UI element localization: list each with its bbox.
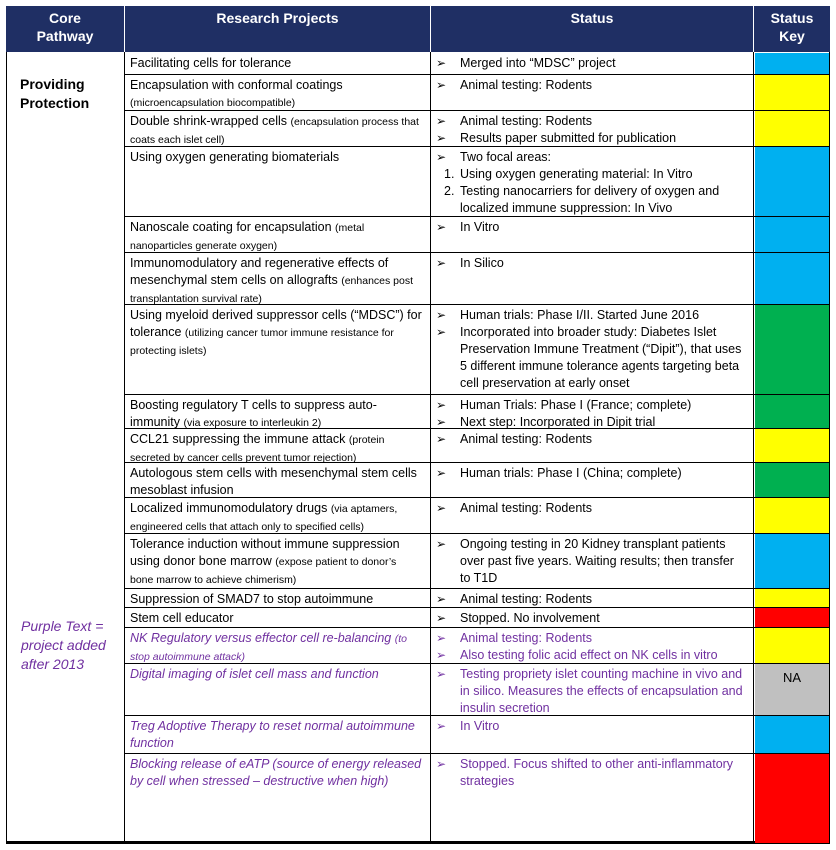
- header-core-pathway: Core Pathway: [6, 6, 125, 52]
- project-name: NK Regulatory versus effector cell re-balancing: [130, 631, 392, 645]
- status-text: Also testing folic acid effect on NK cells in vitro: [460, 648, 718, 662]
- project-cell: [130, 307, 422, 360]
- status-text: Animal testing: Rodents: [460, 78, 593, 92]
- header-research-projects: Research Projects: [125, 6, 431, 52]
- status-text: Results paper submitted for publication: [460, 131, 677, 145]
- project-cell: [130, 55, 422, 72]
- project-note: (expose patient to donor’s bone marrow to achieve chimerism): [130, 556, 397, 586]
- status-item: [434, 77, 746, 94]
- list-number: 2.: [444, 184, 455, 198]
- project-cell: [130, 591, 422, 608]
- project-note: (microencapsulation biocompatible): [130, 97, 296, 109]
- status-item: [434, 610, 746, 627]
- status-key-swatch: [755, 395, 829, 428]
- status-key-swatch: [755, 53, 829, 74]
- project-name: Using oxygen generating biomaterials: [130, 150, 340, 164]
- project-cell: [130, 718, 422, 752]
- status-item: [434, 756, 746, 790]
- status-cell: [434, 113, 746, 147]
- arrow-bullet-icon: ➢: [436, 432, 447, 446]
- project-note: (protein secreted by cancer cells prevent tumor rejection): [130, 434, 385, 464]
- status-text: In Vitro: [460, 220, 500, 234]
- status-key-swatch: [755, 534, 829, 588]
- project-name: Encapsulation with conformal coatings: [130, 78, 343, 92]
- arrow-bullet-icon: ➢: [436, 220, 447, 234]
- arrow-bullet-icon: ➢: [436, 501, 447, 515]
- status-text: Next step: Incorporated in Dipit trial: [460, 415, 656, 429]
- project-name: Localized immunomodulatory drugs: [130, 501, 328, 515]
- arrow-bullet-icon: ➢: [436, 667, 447, 681]
- project-note: (enhances post transplantation survival rate): [130, 275, 414, 305]
- project-note: (encapsulation process that coats each islet cell): [130, 116, 419, 146]
- project-cell: [130, 500, 422, 536]
- arrow-bullet-icon: ➢: [436, 631, 447, 645]
- status-item: [434, 149, 746, 166]
- project-note: (utilizing cancer tumor immune resistance for protecting islets): [130, 327, 394, 357]
- project-name: Tolerance induction without immune suppression using donor bone marrow: [130, 537, 400, 568]
- status-cell: [434, 255, 746, 272]
- status-text: Animal testing: Rodents: [460, 432, 593, 446]
- status-item: [434, 324, 746, 392]
- status-text: Animal testing: Rodents: [460, 592, 593, 606]
- status-key-swatch: [755, 217, 829, 252]
- status-text: In Vitro: [460, 719, 500, 733]
- arrow-bullet-icon: ➢: [436, 325, 447, 339]
- arrow-bullet-icon: ➢: [436, 537, 447, 551]
- table-border-left: [6, 52, 7, 841]
- row-divider: [124, 74, 830, 75]
- status-text: Stopped. Focus shifted to other anti-inflammatory strategies: [460, 757, 734, 788]
- status-item: [434, 414, 746, 431]
- project-name: Boosting regulatory T cells to suppress auto-immunity: [130, 398, 377, 429]
- arrow-bullet-icon: ➢: [436, 398, 447, 412]
- project-name: Treg Adoptive Therapy to reset normal autoimmune function: [130, 719, 415, 750]
- status-cell: [434, 756, 746, 790]
- status-item: [434, 55, 746, 72]
- status-item: [434, 666, 746, 717]
- status-text: Stopped. No involvement: [460, 611, 600, 625]
- status-cell: [434, 465, 746, 482]
- status-key-swatch: [755, 628, 829, 663]
- status-cell: [434, 536, 746, 587]
- project-cell: [130, 465, 422, 499]
- arrow-bullet-icon: ➢: [436, 131, 447, 145]
- project-name: Blocking release of eATP (source of energy released by cell when stressed – destructive when high): [130, 757, 422, 788]
- status-cell: [434, 610, 746, 627]
- arrow-bullet-icon: ➢: [436, 78, 447, 92]
- arrow-bullet-icon: ➢: [436, 150, 447, 164]
- status-item: [434, 500, 746, 517]
- legend-note: Purple Text = project added after 2013: [21, 618, 106, 672]
- status-key-swatch: [755, 716, 829, 753]
- status-cell: [434, 307, 746, 392]
- project-name: Autologous stem cells with mesenchymal stem cells mesoblast infusion: [130, 466, 417, 497]
- header-status: Status: [431, 6, 754, 52]
- project-cell: [130, 536, 422, 589]
- status-key-label: NA: [782, 670, 802, 685]
- status-cell: [434, 500, 746, 517]
- status-cell: [434, 77, 746, 94]
- project-name: Using myeloid derived suppressor cells (“MDSC”) for tolerance: [130, 308, 422, 339]
- status-text: Using oxygen generating material: In Vitro: [460, 167, 693, 181]
- status-item: [434, 113, 746, 130]
- status-cell: [434, 219, 746, 236]
- project-note: (via aptamers, engineered cells that attach only to specified cells): [130, 503, 398, 533]
- core-pathway-label: Providing Protection: [20, 76, 90, 111]
- status-key-swatch: [755, 463, 829, 497]
- status-key-swatch: [755, 664, 829, 715]
- status-key-swatch: [755, 75, 829, 110]
- project-name: Suppression of SMAD7 to stop autoimmune: [130, 592, 374, 606]
- column-divider: [124, 52, 125, 841]
- status-text: Incorporated into broader study: Diabetes Islet Preservation Immune Treatment (“Dipit”), that uses 5 different immune tolerance agents targeting beta cell preservation at early onset: [460, 325, 742, 390]
- project-cell: [130, 113, 422, 149]
- status-key-swatch: [755, 111, 829, 146]
- status-cell: [434, 666, 746, 717]
- arrow-bullet-icon: ➢: [436, 256, 447, 270]
- project-name: CCL21 suppressing the immune attack: [130, 432, 346, 446]
- arrow-bullet-icon: ➢: [436, 648, 447, 662]
- status-cell: [434, 55, 746, 72]
- status-item: [434, 183, 746, 217]
- status-key-swatch: [755, 608, 829, 627]
- arrow-bullet-icon: ➢: [436, 719, 447, 733]
- status-key-swatch: [755, 498, 829, 533]
- status-cell: [434, 397, 746, 431]
- list-number: 1.: [444, 167, 455, 181]
- status-text: Merged into “MDSC” project: [460, 56, 616, 70]
- status-item: [434, 465, 746, 482]
- status-key-swatch: [755, 429, 829, 462]
- status-item: [434, 166, 746, 183]
- status-text: Human trials: Phase I/II. Started June 2016: [460, 308, 700, 322]
- project-cell: [130, 630, 422, 666]
- status-key-swatch: [755, 754, 829, 843]
- project-name: Double shrink-wrapped cells: [130, 114, 288, 128]
- status-item: [434, 630, 746, 647]
- project-name: Digital imaging of islet cell mass and function: [130, 667, 379, 681]
- status-text: Ongoing testing in 20 Kidney transplant patients over past five years. Waiting results; then transfer to T1D: [460, 537, 734, 585]
- row-divider: [124, 394, 830, 395]
- status-key-swatch: [755, 589, 829, 607]
- project-name: Immunomodulatory and regenerative effects of mesenchymal stem cells on allografts: [130, 256, 389, 287]
- project-note: (to stop autoimmune attack): [130, 633, 407, 663]
- arrow-bullet-icon: ➢: [436, 56, 447, 70]
- project-cell: [130, 756, 422, 790]
- arrow-bullet-icon: ➢: [436, 114, 447, 128]
- project-name: Stem cell educator: [130, 611, 234, 625]
- arrow-bullet-icon: ➢: [436, 308, 447, 322]
- status-text: Animal testing: Rodents: [460, 114, 593, 128]
- status-text: Animal testing: Rodents: [460, 631, 593, 645]
- arrow-bullet-icon: ➢: [436, 415, 447, 429]
- status-text: Testing nanocarriers for delivery of oxygen and localized immune suppression: In Vivo: [460, 184, 720, 215]
- arrow-bullet-icon: ➢: [436, 592, 447, 606]
- status-item: [434, 397, 746, 414]
- status-cell: [434, 718, 746, 735]
- arrow-bullet-icon: ➢: [436, 611, 447, 625]
- status-key-swatch: [755, 305, 829, 394]
- status-item: [434, 255, 746, 272]
- project-cell: [130, 431, 422, 467]
- project-cell: [130, 610, 422, 627]
- project-cell: [130, 397, 422, 432]
- status-cell: [434, 149, 746, 217]
- project-cell: [130, 666, 422, 683]
- status-item: [434, 307, 746, 324]
- status-key-swatch: [755, 253, 829, 304]
- status-item: [434, 718, 746, 735]
- status-cell: [434, 591, 746, 608]
- row-divider: [124, 627, 830, 628]
- status-item: [434, 219, 746, 236]
- status-text: Human Trials: Phase I (France; complete): [460, 398, 692, 412]
- status-item: [434, 591, 746, 608]
- table-border-right: [829, 52, 830, 841]
- status-key-swatch: [755, 147, 829, 216]
- status-text: Two focal areas:: [460, 150, 552, 164]
- project-cell: [130, 255, 422, 308]
- arrow-bullet-icon: ➢: [436, 757, 447, 771]
- status-text: Testing propriety islet counting machine in vivo and in silico. Measures the effects of encapsulation and insulin secretion: [460, 667, 743, 715]
- status-item: [434, 536, 746, 587]
- project-note: (via exposure to interleukin 2): [183, 417, 322, 429]
- status-cell: [434, 630, 746, 664]
- status-text: In Silico: [460, 256, 504, 270]
- status-item: [434, 647, 746, 664]
- status-item: [434, 431, 746, 448]
- project-name: Nanoscale coating for encapsulation: [130, 220, 332, 234]
- project-cell: [130, 219, 422, 255]
- arrow-bullet-icon: ➢: [436, 466, 447, 480]
- status-text: Human trials: Phase I (China; complete): [460, 466, 682, 480]
- status-text: Animal testing: Rodents: [460, 501, 593, 515]
- header-status-key: Status Key: [754, 6, 830, 52]
- project-cell: [130, 149, 422, 166]
- project-cell: [130, 77, 422, 112]
- project-name: Facilitating cells for tolerance: [130, 56, 292, 70]
- status-cell: [434, 431, 746, 448]
- row-divider: [124, 753, 830, 754]
- column-divider: [753, 52, 754, 841]
- column-divider: [430, 52, 431, 841]
- project-note: (metal nanoparticles generate oxygen): [130, 222, 365, 252]
- status-item: [434, 130, 746, 147]
